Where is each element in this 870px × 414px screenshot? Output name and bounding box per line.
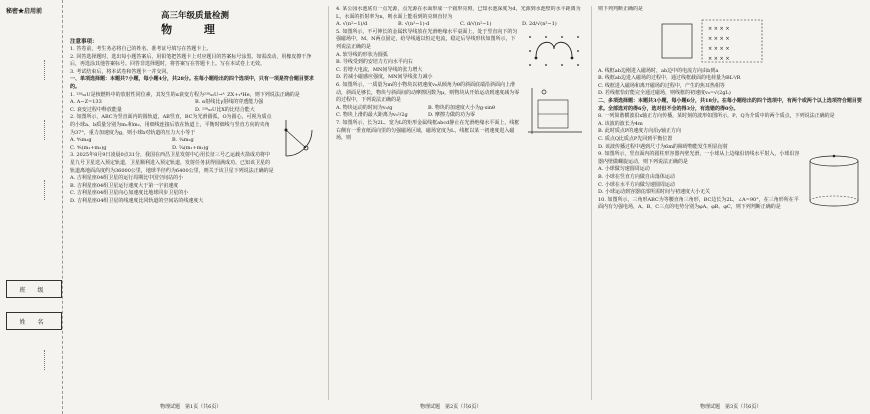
option: D. 2d/√(n²−1) bbox=[522, 21, 557, 28]
option: A. 软导线的形状为圆弧 bbox=[336, 51, 388, 58]
option: A. 小球做匀速圆周运动 bbox=[598, 166, 650, 173]
question-3: 3. 2025年8月9日凌晨0点31分，我国在西昌卫星发射中心用长征三号乙运载火箭成功将中星九号卫星送入预定轨道，卫星顺利进入预定轨道，发射任务获得圆满成功。已知该卫星的轨道离地面高度约为36000公里，地球半径约为6400公里，则关于该卫星下列说法正确的是 bbox=[70, 152, 274, 174]
option: D. 吉利星座04组卫星的线速度比同轨道的空间站的线速度大 bbox=[70, 197, 204, 204]
option: A. ⁴⁄₃m₂g bbox=[70, 137, 92, 144]
option: D. 摩擦力做的功为零 bbox=[428, 112, 476, 119]
name-field[interactable]: 姓 名 bbox=[6, 312, 62, 330]
secret-mark: 秘密★启用前 bbox=[6, 8, 43, 15]
option: C. 质点Q比质点P先回到平衡位置 bbox=[598, 135, 673, 142]
page-footer: 物理试题 第3页（共6页） bbox=[700, 404, 762, 410]
page-3 bbox=[598, 6, 864, 400]
option: B. α射线比γ射线的穿透能力强 bbox=[195, 99, 264, 106]
svg-text:× × × ×: × × × × bbox=[708, 25, 730, 32]
option: B. √(n²−1)·d bbox=[398, 21, 430, 28]
page-divider bbox=[591, 6, 592, 400]
circular-track-figure bbox=[278, 116, 320, 160]
perforation bbox=[44, 180, 46, 200]
perforation bbox=[44, 350, 46, 370]
exam-subject: 物 理 bbox=[161, 23, 229, 36]
question-8: 8. 一列简谐横波沿x轴正方向传播，某时刻的波形如图所示，P、Q为介质中的两个质点，下列说法正确的是 bbox=[598, 113, 835, 120]
question-7: 7. 如图所示，长为2L、宽为L的矩形金属线框abcd静止在光滑绝缘水平面上，线框右侧有一垂直纸面向里的匀强磁场区域，磁场宽度为L，线框以某一初速度进入磁场，则 bbox=[336, 119, 520, 142]
page-1 bbox=[70, 6, 320, 400]
option: D. ²³⁸₉₂U比X的比结合能大 bbox=[195, 106, 255, 113]
cylinder-figure bbox=[804, 153, 864, 209]
section-heading: 二、多项选择题：本题共3小题，每小题6分，共18分。在每小题给出的四个选项中，有两个或两个以上选项符合题目要求。全部选对的得6分，选对但不全的得3分，有选错的得0分。 bbox=[598, 97, 862, 112]
option: D. ⁵⁄₄(m₁+m₂)g bbox=[172, 144, 209, 151]
option: B. 导线受到的安培力方向水平向右 bbox=[336, 59, 413, 66]
option: A. 该波的波长为4m bbox=[598, 120, 643, 127]
question-1: 1. ²³⁸₉₂U是核燃料中的放射性同位素，其发生的α衰变方程为²³⁸₉₂U→ᴬ_ZX+₂⁴He，则下列说法正确的是 bbox=[70, 91, 300, 98]
exam-title: 高三年级质量检测 bbox=[160, 11, 229, 21]
option: A. A−Z=133 bbox=[70, 99, 102, 106]
option: D. 若减小磁感应强度，MN间导线张力减小 bbox=[336, 74, 433, 81]
option: B. 线框ab边进入磁场的过程中，通过线框截面的电荷量为BL²/R bbox=[598, 75, 741, 82]
option: C. ⁴⁄₅(m₁+m₂)g bbox=[70, 144, 107, 151]
class-field[interactable]: 班 级 bbox=[6, 280, 62, 298]
question-5: 5. 如图所示，不可伸长的金属软导线放在光滑绝缘水平桌面上，处于竖直向下的匀强磁场中，M、N两点固定，给导线通以恒定电流，稳定后导线形状如图所示，下列说法正确的是 bbox=[336, 28, 518, 50]
option: B. 小球在竖直方向做自由落体运动 bbox=[598, 173, 675, 180]
notice-item: 1. 答卷前，考生务必将自己的姓名、准考证号填写在答题卡上。 bbox=[70, 46, 212, 52]
option: D. 小球运动到容器底部所需时间与初速度大小无关 bbox=[598, 189, 711, 196]
option: C. 物块上滑的最大距离为v₀²/2g bbox=[336, 112, 408, 119]
page-footer: 物理试题 第1页（共6页） bbox=[160, 404, 222, 410]
question-7-continued: 则下列判断正确的是 bbox=[598, 6, 644, 12]
page-2 bbox=[336, 6, 584, 400]
option: C. 小球在水平方向做匀速圆周运动 bbox=[598, 181, 675, 188]
option: A. 线框ab边刚进入磁场时，ab边中的电流方向由b到a bbox=[598, 67, 719, 74]
option: C. d/√(n²−1) bbox=[460, 21, 492, 28]
option: B. 吉利星座04组卫星运行速度大于第一宇宙速度 bbox=[70, 182, 179, 189]
option: A. 吉利星座04组卫星的运行周期比中国空间站的小 bbox=[70, 175, 184, 182]
question-4: 4. 某公园水池底有一点光源，点光源在水面形成一个圆形亮斑，已知水池深度为d，光源到水池壁的水平距离为L，水面的折射率为n，则水面上能看到的亮斑直径为 bbox=[336, 6, 581, 20]
question-4-options bbox=[336, 21, 584, 29]
section-heading: 一、单项选择题：本题共7小题，每小题4分，共28分。在每小题给出的四个选项中，只有一项是符合题目要求的。 bbox=[70, 76, 314, 90]
option: B. 物块的加速度大小为g·sinθ bbox=[428, 104, 496, 111]
svg-text:× × × ×: × × × × bbox=[708, 45, 730, 52]
option: D. 该波传播过程中遇到尺寸为6m的障碍物能发生明显衍射 bbox=[598, 143, 728, 150]
perforation bbox=[44, 120, 46, 140]
option: A. 物块运动的时间为v₀/g bbox=[336, 104, 393, 111]
notice-item: 3. 考试结束后，将本试卷和答题卡一并交回。 bbox=[70, 68, 172, 75]
incline-graph-figure bbox=[524, 84, 584, 136]
option: C. 吉利星座04组卫星向心加速度比地球同步卫星的小 bbox=[70, 190, 189, 197]
option: C. 衰变过程中释放能量 bbox=[70, 106, 122, 113]
question-9: 9. 如图所示，竖直面内的圆柱形容器内壁光滑，一小球从上边缘沿切线水平射入，小球沿容器内壁做螺旋运动，则下列说法正确的是 bbox=[598, 151, 800, 165]
question-6-options bbox=[336, 105, 520, 120]
option: C. 线框进入磁场和离开磁场的过程中，产生的焦耳热相等 bbox=[598, 82, 725, 89]
question-2: 2. 如图所示，ABC为竖直面内的圆轨道，AB竖直，BC为光滑圆弧，O为圆心，可视为质点的小球a、b质量分别为m₁和m₂，用细线连接后放在轨道上，平衡时细线与竖直方向的夹角为37°，重力加速度为g，则小球b对轨道的压力大小等于 bbox=[70, 114, 272, 136]
option: B. ³⁄₄m₂g bbox=[172, 137, 194, 144]
binding-stub bbox=[0, 0, 63, 414]
perforation bbox=[44, 60, 46, 80]
option: D. 若线框恰好能完全通过磁场，则线框的初速度v₀=√(2gL) bbox=[598, 90, 731, 97]
option: A. √(n²−1)/d bbox=[336, 21, 368, 28]
question-10: 10. 如图所示，三角形ABC为等腰直角三角形，BC边长为2L，∠A=90°，在三角形所在平面内有匀强电场，A、B、C三点的电势分别为φA、φB、φC，则下列判断正确的是 bbox=[598, 196, 799, 211]
page-footer: 物理试题 第2页（共6页） bbox=[420, 404, 482, 410]
option: B. 此时质点P的速度方向沿y轴正方向 bbox=[598, 128, 682, 135]
svg-text:× × × ×: × × × × bbox=[708, 35, 730, 42]
svg-text:× × × ×: × × × × bbox=[708, 55, 730, 62]
option: C. 若增大电流，MN间导线的张力增大 bbox=[336, 66, 423, 73]
page-divider bbox=[328, 6, 329, 400]
question-1-options bbox=[70, 99, 320, 114]
question-2-options bbox=[70, 137, 274, 152]
question-6: 6. 如图所示，一质量为m的小物块以初速度v₀从倾角为θ的斜面底端沿斜面向上滑动，斜面足够长，物块与斜面间的动摩擦因数为μ，则物块从开始运动到速度减为零的过程中，下列说法正确的是 bbox=[336, 81, 520, 104]
notice-title: 注意事项： bbox=[70, 39, 98, 45]
notice-item: 2. 回答选择题时，选出每小题答案后，用铅笔把答题卡上对应题目的答案标号涂黑。如需改动，用橡皮擦干净后，再选涂其他答案标号。回答非选择题时，将答案写在答题卡上。写在本试卷上无效。 bbox=[70, 53, 312, 68]
wire-loop-figure bbox=[524, 31, 584, 71]
magnetic-field-figure bbox=[658, 16, 778, 66]
